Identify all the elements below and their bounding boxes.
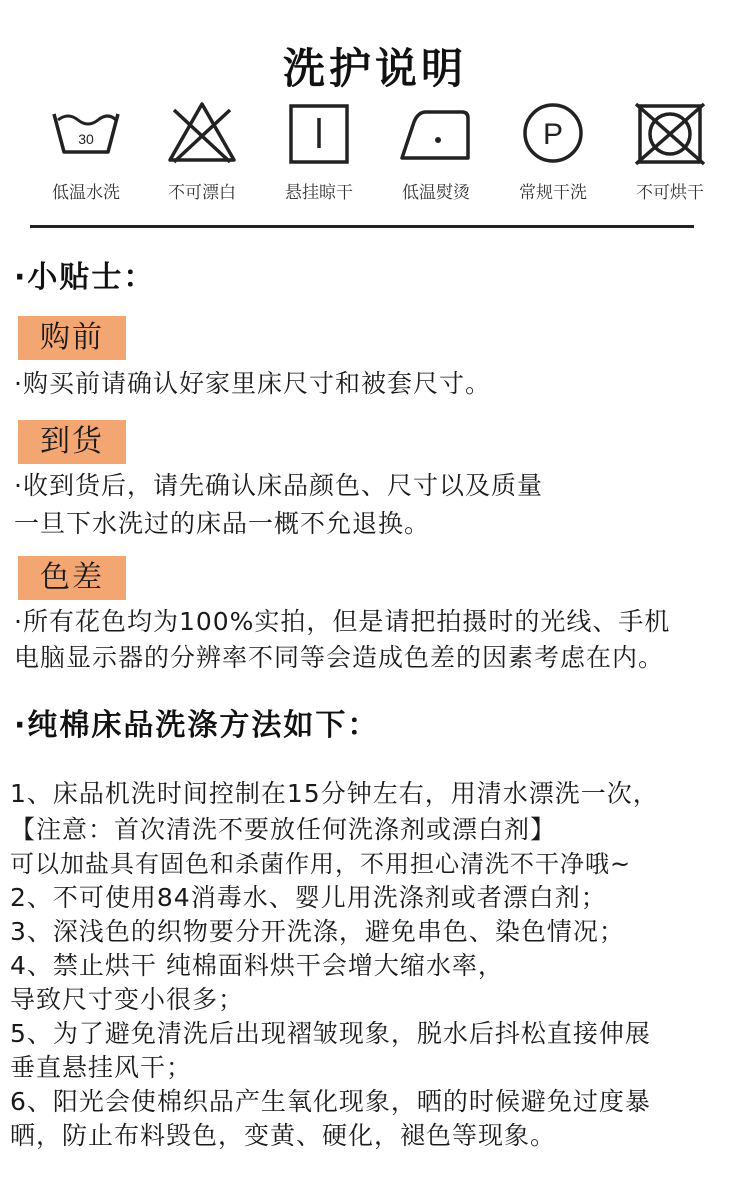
care-icon-dryclean (495, 100, 611, 210)
washing-line: 4、禁止烘干 纯棉面料烘干会增大缩水率， (10, 951, 504, 980)
washing-line: 6、阳光会使棉织品产生氧化现象，晒的时候避免过度暴 (10, 1087, 651, 1116)
washing-line: 可以加盐具有固色和杀菌作用，不用担心清洗不干净哦~ (10, 850, 632, 878)
care-icon-tumble (612, 100, 728, 210)
washing-line: 垂直悬挂风干； (10, 1053, 193, 1082)
washing-line: 晒，防止布料毁色，变黄、硬化，褪色等现象。 (10, 1121, 557, 1150)
tip-line: ·购买前请确认好家里床尺寸和被套尺寸。 (14, 369, 491, 398)
tip-line: ·所有花色均为100%实拍，但是请把拍摄时的光线、手机 (14, 607, 671, 636)
washing-line: 1、床品机洗时间控制在15分钟左右，用清水漂洗一次， (10, 779, 659, 808)
care-icon-bleach (144, 100, 260, 210)
dry-clean-letter: P (542, 118, 564, 151)
care-icon-wash (28, 100, 144, 210)
no-bleach-icon (164, 100, 240, 166)
wash-temperature: 30 (78, 131, 94, 147)
care-label: 不可漂白 (168, 183, 236, 203)
care-label: 悬挂晾干 (285, 183, 353, 203)
care-label: 不可烘干 (636, 183, 704, 203)
care-label: 低温熨烫 (402, 183, 470, 203)
low-iron-icon (398, 100, 474, 166)
page-title: 洗护说明 (282, 44, 467, 93)
care-icons-row (28, 100, 728, 210)
care-icon-hang (261, 100, 377, 210)
care-icon-iron (378, 100, 494, 210)
tip-line: 一旦下水洗过的床品一概不允退换。 (14, 509, 431, 538)
tag-color-difference: 色差 (18, 556, 126, 600)
washing-line: 3、深浅色的织物要分开洗涤，避免串色、染色情况； (10, 917, 625, 946)
tip-line: ·收到货后，请先确认床品颜色、尺寸以及质量 (14, 471, 543, 500)
care-label: 常规干洗 (519, 183, 587, 203)
tag-on-arrival: 到货 (18, 420, 126, 464)
washing-line: 【注意：首次清洗不要放任何洗涤剂或漂白剂】 (10, 815, 557, 844)
tag-before-purchase: 购前 (18, 316, 126, 360)
dry-clean-icon (515, 100, 591, 166)
wash-30-icon (48, 100, 124, 166)
washing-line: 5、为了避免清洗后出现褶皱现象，脱水后抖松直接伸展 (10, 1019, 651, 1048)
tips-heading: ·小贴士： (14, 260, 156, 295)
divider (30, 225, 694, 228)
washing-heading: ·纯棉床品洗涤方法如下： (14, 708, 380, 743)
tip-line: 电脑显示器的分辨率不同等会造成色差的因素考虑在内。 (14, 643, 665, 672)
no-tumble-dry-icon (632, 100, 708, 166)
washing-line: 2、不可使用84消毒水、婴儿用洗涤剂或者漂白剂； (10, 883, 607, 912)
washing-line: 导致尺寸变小很多； (10, 985, 245, 1014)
care-label: 低温水洗 (52, 183, 120, 203)
hang-dry-icon (281, 100, 357, 166)
